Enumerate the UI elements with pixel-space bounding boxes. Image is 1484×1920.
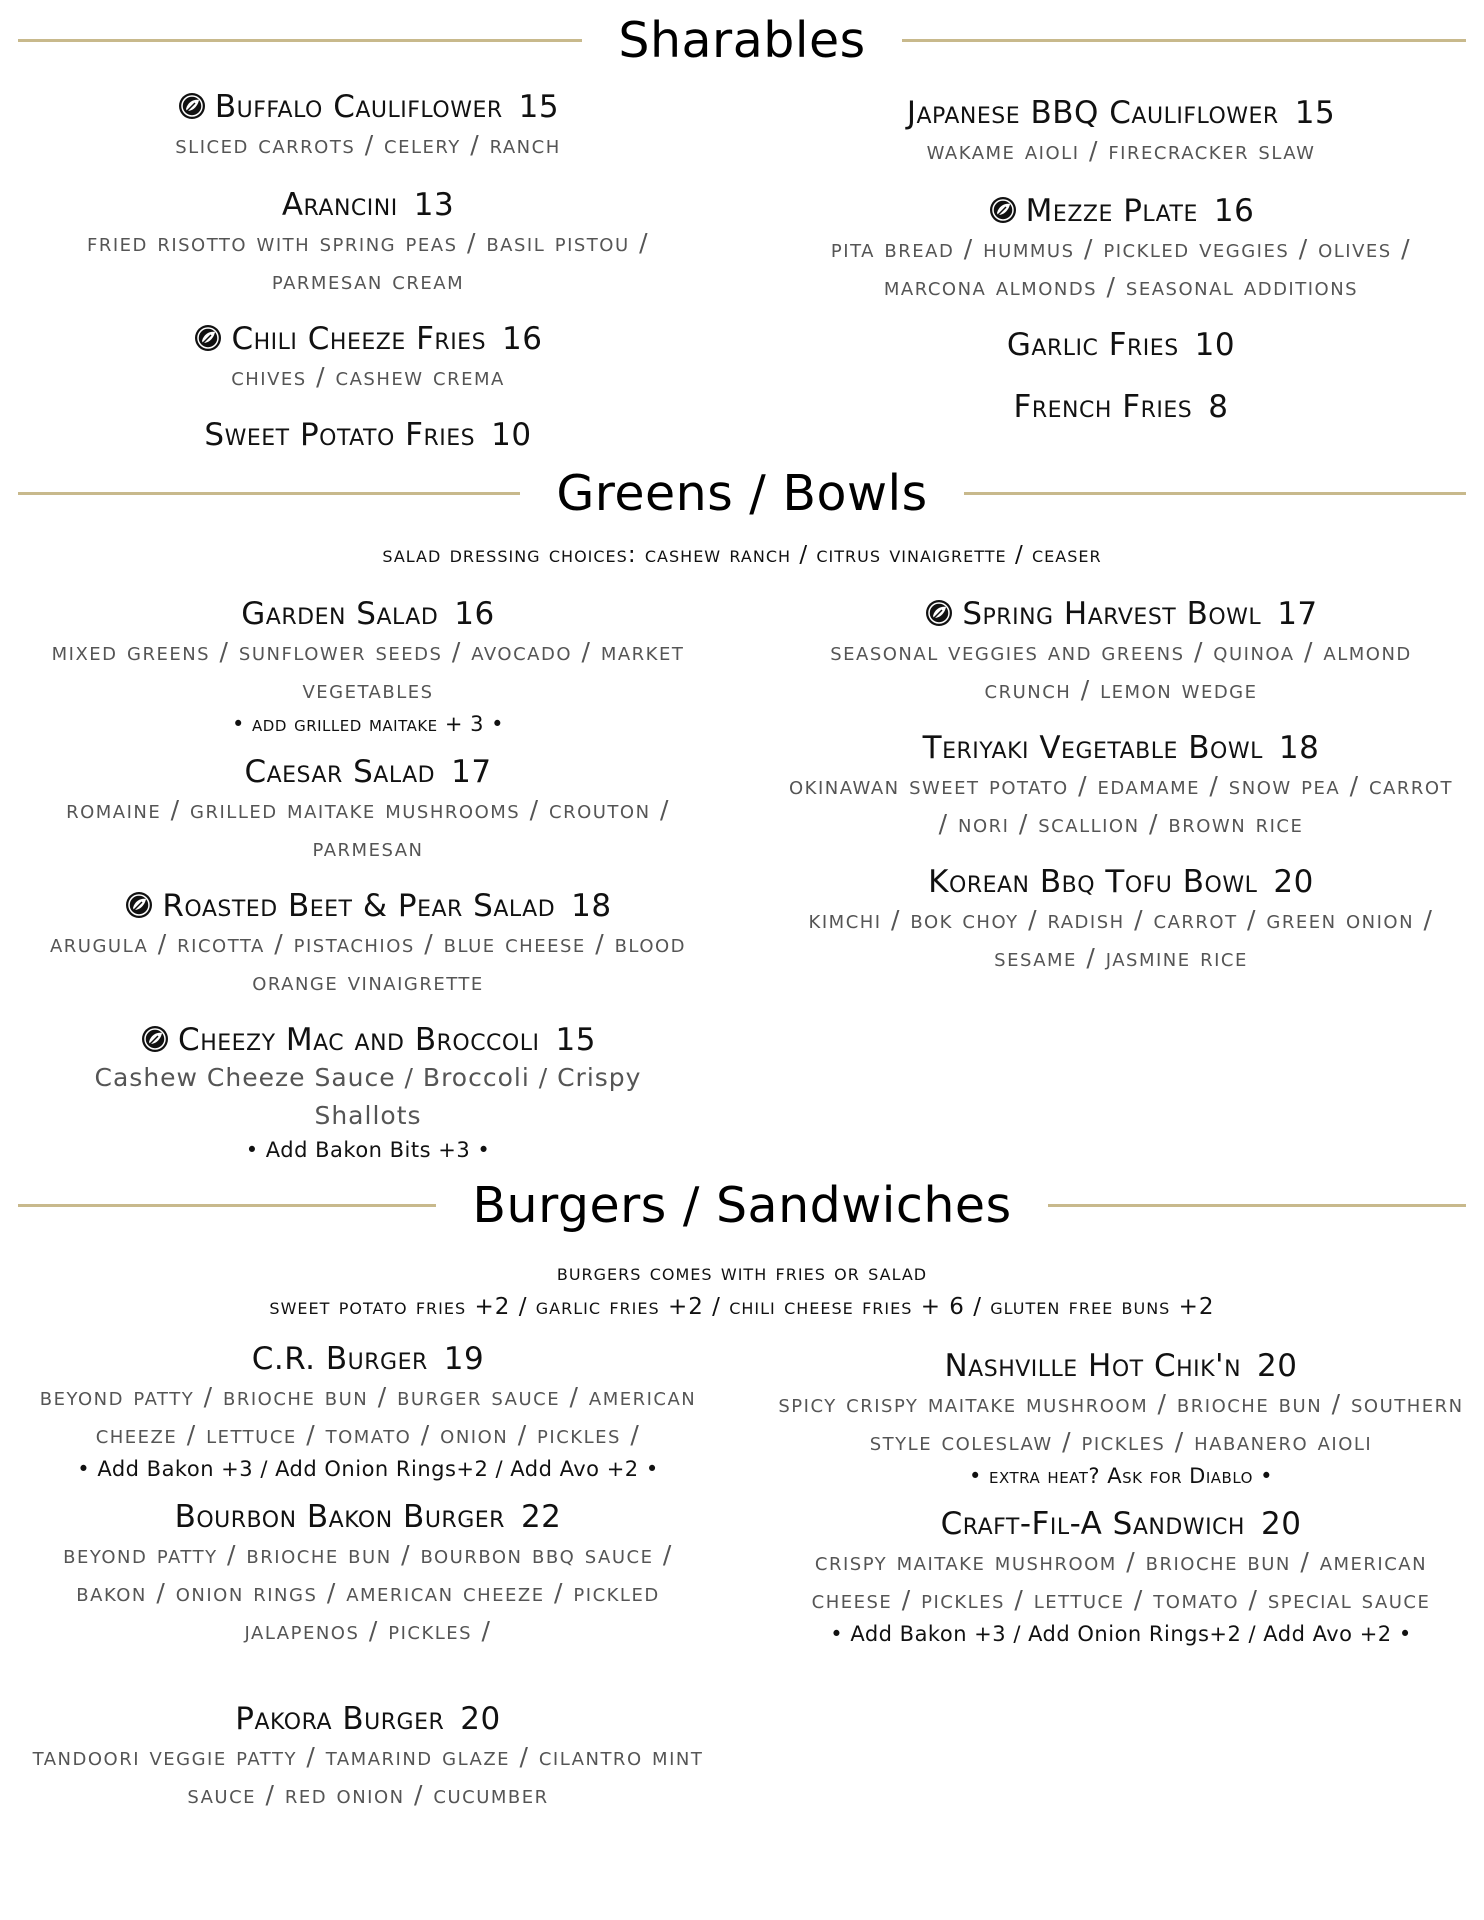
sharables-left-column — [18, 88, 718, 454]
item-name: Pakora Burger — [235, 1701, 445, 1737]
item-price: 10 — [491, 417, 532, 453]
item-price: 17 — [451, 754, 492, 790]
item-description: kimchi / bok choy / radish / carrot / green onion / sesame / jasmine rice — [808, 905, 1434, 972]
item-description: okinawan sweet potato / edamame / snow pea / carrot / nori / scallion / brown rice — [788, 771, 1454, 838]
item-description: wakame aioli / firecracker slaw — [926, 136, 1316, 165]
item-description: arugula / ricotta / pistachios / blue cheese / blood orange vinaigrette — [49, 929, 687, 996]
section-title: Burgers / Sandwiches — [472, 1177, 1012, 1234]
menu-item — [18, 753, 718, 867]
menu-item — [18, 88, 718, 164]
item-name: Chili Cheeze Fries — [231, 321, 487, 357]
item-description: beyond patty / brioche bun / bourbon bbq sauce / bakon / onion rings / american cheeze / pickled jalapenos / pickles / — [63, 1540, 673, 1645]
vegan-leaf-icon — [924, 598, 954, 628]
item-description: spicy crispy maitake mushroom / brioche bun / southern style coleslaw / pickles / habanero aioli — [778, 1389, 1464, 1456]
divider-rule — [964, 492, 1466, 495]
item-description: tandoori veggie patty / tamarind glaze / cilantro mint sauce / red onion / cucumber — [32, 1742, 704, 1809]
item-price: 16 — [1213, 193, 1255, 229]
item-price: 8 — [1208, 389, 1229, 425]
divider-rule — [18, 39, 582, 42]
divider-rule — [18, 1204, 436, 1207]
item-price: 15 — [1294, 95, 1336, 131]
section-title: Sharables — [618, 12, 866, 69]
item-description: Cashew Cheeze Sauce / Broccoli / Crispy Shallots — [94, 1063, 642, 1130]
item-name: Garden Salad — [241, 596, 439, 632]
item-name: Garlic Fries — [1006, 327, 1179, 363]
menu-item — [18, 320, 718, 396]
item-price: 18 — [1278, 730, 1320, 766]
item-description: romaine / grilled maitake mushrooms / crouton / parmesan — [66, 795, 670, 862]
menu-item — [18, 186, 718, 300]
item-price: 22 — [520, 1499, 562, 1535]
item-name: Korean Bbq Tofu Bowl — [928, 864, 1258, 900]
item-price: 15 — [518, 89, 560, 125]
item-name: Teriyaki Vegetable Bowl — [922, 730, 1263, 766]
item-description: fried risotto with spring peas / basil pistou / parmesan cream — [86, 228, 650, 295]
item-description: chives / cashew crema — [231, 362, 505, 391]
menu-item — [776, 729, 1466, 843]
item-description: sliced carrots / celery / ranch — [175, 130, 561, 159]
item-addon: • Add Bakon +3 / Add Onion Rings+2 / Add Avo +2 • — [77, 1457, 659, 1481]
menu-item — [776, 1505, 1466, 1649]
item-name: Arancini — [281, 187, 398, 223]
item-price: 13 — [413, 187, 455, 223]
menu-item — [18, 1700, 718, 1814]
item-price: 16 — [502, 321, 543, 357]
section-header-burgers-sandwiches — [18, 1177, 1466, 1234]
item-addon: • Add Bakon +3 / Add Onion Rings+2 / Add Avo +2 • — [830, 1622, 1412, 1646]
item-description: beyond patty / brioche bun / burger sauce / american cheeze / lettuce / tomato / onion / pickles / — [39, 1382, 697, 1449]
item-name: Craft-Fil-A Sandwich — [940, 1506, 1245, 1542]
item-description: pita bread / hummus / pickled veggies / olives / marcona almonds / seasonal additions — [830, 234, 1412, 301]
item-addon: • extra heat? Ask for Diablo • — [968, 1464, 1274, 1488]
item-description: seasonal veggies and greens / quinoa / almond crunch / lemon wedge — [830, 637, 1412, 704]
menu-item — [18, 887, 718, 1001]
menu-item — [776, 326, 1466, 364]
section-title: Greens / Bowls — [556, 465, 928, 522]
item-name: French Fries — [1013, 389, 1193, 425]
item-name: C.R. Burger — [251, 1341, 428, 1377]
item-name: Bourbon Bakon Burger — [174, 1499, 505, 1535]
menu-item — [776, 1347, 1466, 1491]
item-price: 20 — [1257, 1348, 1298, 1384]
menu-item — [776, 94, 1466, 170]
menu-item — [18, 1021, 718, 1165]
vegan-leaf-icon — [988, 195, 1018, 225]
greens-left-column — [18, 595, 718, 1165]
item-addon: • add grilled maitake + 3 • — [231, 712, 505, 736]
dressing-note: salad dressing choices: cashew ranch / citrus vinaigrette / ceaser — [382, 542, 1102, 568]
greens-right-column — [776, 595, 1466, 977]
section-header-greens-bowls — [18, 465, 1466, 522]
menu-item — [776, 863, 1466, 977]
divider-rule — [18, 492, 520, 495]
item-name: Japanese BBQ Cauliflower — [906, 95, 1279, 131]
menu-item — [776, 388, 1466, 426]
item-name: Cheezy Mac and Broccoli — [178, 1022, 540, 1058]
item-name: Mezze Plate — [1025, 193, 1198, 229]
sharables-right-column — [776, 94, 1466, 426]
burgers-note: burgers comes with fries or salad — [556, 1260, 928, 1286]
item-name: Spring Harvest Bowl — [962, 596, 1262, 632]
menu-item — [18, 416, 718, 454]
item-name: Roasted Beet & Pear Salad — [162, 888, 556, 924]
item-price: 20 — [1273, 864, 1314, 900]
menu-item — [18, 1340, 718, 1484]
item-name: Sweet Potato Fries — [204, 417, 476, 453]
item-price: 19 — [443, 1341, 485, 1377]
item-price: 20 — [460, 1701, 501, 1737]
item-price: 10 — [1194, 327, 1236, 363]
item-description: crispy maitake mushroom / brioche bun / american cheese / pickles / lettuce / tomato / special sauce — [811, 1547, 1431, 1614]
vegan-leaf-icon — [124, 890, 154, 920]
burgers-left-column — [18, 1340, 718, 1814]
section-header-sharables — [18, 12, 1466, 69]
item-description: mixed greens / sunflower seeds / avocado / market vegetables — [51, 637, 685, 704]
burgers-right-column — [776, 1347, 1466, 1649]
item-name: Nashville Hot Chik'n — [944, 1348, 1242, 1384]
item-price: 18 — [571, 888, 612, 924]
item-price: 17 — [1277, 596, 1318, 632]
item-price: 20 — [1260, 1506, 1302, 1542]
menu-item — [776, 595, 1466, 709]
menu-item — [18, 1498, 718, 1650]
item-addon: • Add Bakon Bits +3 • — [245, 1138, 491, 1162]
menu-item — [18, 595, 718, 739]
vegan-leaf-icon — [140, 1024, 170, 1054]
item-price: 16 — [454, 596, 495, 632]
vegan-leaf-icon — [177, 91, 207, 121]
sides-upgrade-note: sweet potato fries +2 / garlic fries +2 / chili cheese fries + 6 / gluten free buns +2 — [269, 1294, 1215, 1320]
item-name: Buffalo Cauliflower — [214, 89, 503, 125]
divider-rule — [1048, 1204, 1466, 1207]
item-name: Caesar Salad — [244, 754, 436, 790]
divider-rule — [902, 39, 1466, 42]
item-price: 15 — [555, 1022, 596, 1058]
vegan-leaf-icon — [193, 323, 223, 353]
menu-item — [776, 192, 1466, 306]
